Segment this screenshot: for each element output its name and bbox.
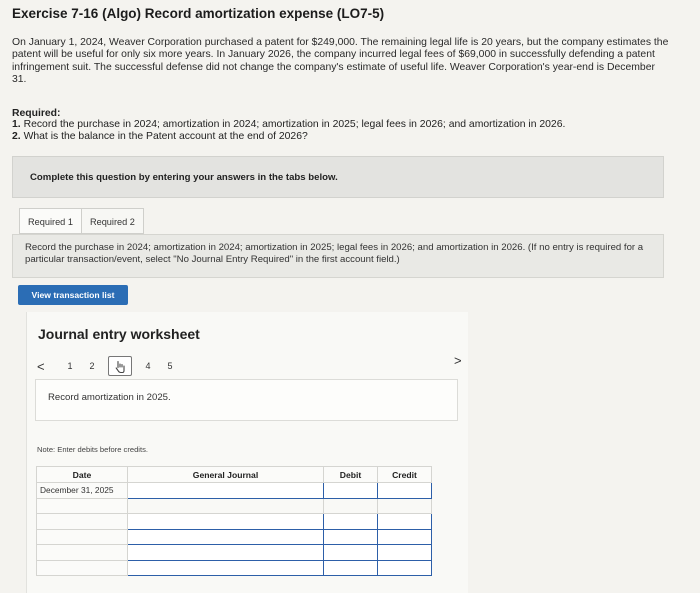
requirement-2-text: What is the balance in the Patent account at the end of 2026? [23,131,308,143]
account-input[interactable] [128,545,324,561]
debit-input[interactable] [324,498,378,514]
debit-input[interactable] [324,545,378,561]
next-page-button[interactable]: > [454,353,462,368]
debit-input[interactable] [324,529,378,545]
requirement-1-text: Record the purchase in 2024; amortization in 2024; amortization in 2025; legal fees in 2026; and amortization in 2026. [23,119,566,130]
date-cell[interactable]: December 31, 2025 [37,483,128,499]
tab-instructions-text: Record the purchase in 2024; amortization in 2024; amortization in 2025; legal fees in 2026; and amortization in 2026. (If no entry is required for a particular transaction/event, select "No Journal Entry Required" in the first account field.) [25,242,644,265]
view-transaction-list-button[interactable]: View transaction list [18,285,128,305]
credit-column-header: Credit [378,467,432,483]
tab-instructions [12,234,664,278]
debits-note: Note: Enter debits before credits. [37,445,149,454]
table-row [37,529,432,545]
date-cell [37,529,128,545]
instruction-banner [12,156,664,198]
journal-entry-worksheet [26,312,468,593]
requirement-2-number: 2. [12,131,21,143]
account-input[interactable] [128,498,324,514]
tab-required-2[interactable]: Required 2 [82,208,144,234]
date-cell [37,498,128,514]
table-row [37,483,432,499]
debit-input[interactable] [324,483,378,499]
credit-input[interactable] [378,545,432,561]
table-row [37,545,432,561]
page-4-button[interactable]: 4 [145,361,151,371]
tab-required-1[interactable]: Required 1 [19,208,82,234]
account-input[interactable] [128,529,324,545]
page-2-button[interactable]: 2 [89,361,95,371]
requirement-tabs [19,208,144,234]
page-title: Exercise 7-16 (Algo) Record amortization expense (LO7-5) [12,6,385,21]
credit-input[interactable] [378,529,432,545]
journal-header-row [37,467,432,483]
date-cell [37,545,128,561]
worksheet-pager [37,356,181,376]
journal-table [36,466,432,576]
date-cell [37,514,128,530]
problem-text: On January 1, 2024, Weaver Corporation purchased a patent for $249,000. The remaining legal life is 20 years, but the company estimates the patent will be useful for only six more years. In January 2026, the company incurred legal fees of $69,000 in successfully defending a patent infringement suit. The successful defense did not change the company's estimate of useful life. Weaver Corporation's year-end is December 31. [12,37,669,85]
account-input[interactable] [128,483,324,499]
date-column-header: Date [37,467,128,483]
record-instruction-text: Record amortization in 2025. [48,392,171,403]
general-journal-column-header: General Journal [128,467,324,483]
credit-input[interactable] [378,514,432,530]
required-label: Required: [12,108,61,119]
debit-column-header: Debit [324,467,378,483]
worksheet-title: Journal entry worksheet [38,326,200,342]
debit-input[interactable] [324,514,378,530]
account-input[interactable] [128,560,324,576]
requirement-1-number: 1. [12,119,21,130]
table-row [37,498,432,514]
requirement-2 [12,131,565,143]
record-instruction-box [35,379,458,421]
page-3-current[interactable] [108,356,132,376]
banner-text: Complete this question by entering your answers in the tabs below. [30,172,338,183]
account-input[interactable] [128,514,324,530]
credit-input[interactable] [378,483,432,499]
page-5-button[interactable]: 5 [167,361,173,371]
debit-input[interactable] [324,560,378,576]
requirements-list [12,119,565,144]
credit-input[interactable] [378,560,432,576]
page-1-button[interactable]: 1 [67,361,73,371]
date-cell [37,560,128,576]
table-row [37,514,432,530]
credit-input[interactable] [378,498,432,514]
requirement-1 [12,119,565,131]
hand-pointer-icon [113,360,127,374]
prev-page-button[interactable]: < [37,358,45,374]
table-row [37,560,432,576]
